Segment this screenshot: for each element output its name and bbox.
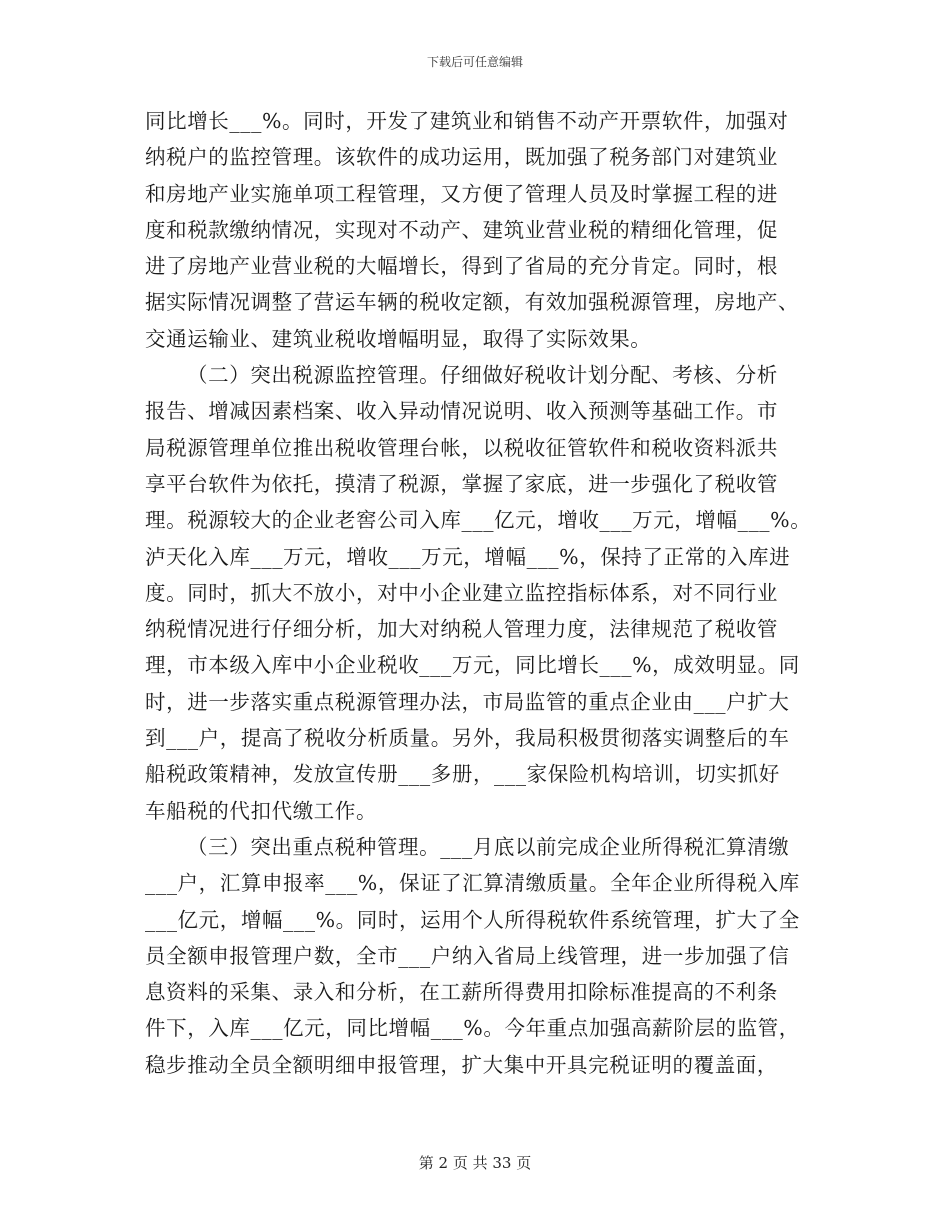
- text-line: 理，市本级入库中小企业税收___万元，同比增长___%，成效明显。同: [145, 653, 800, 678]
- text-line: 船税政策精神，发放宣传册___多册，___家保险机构培训，切实抓好: [145, 762, 780, 787]
- text-line: 报告、增减因素档案、收入异动情况说明、收入预测等基础工作。市: [145, 399, 778, 424]
- text-line: 件下，入库___亿元，同比增幅___%。今年重点加强高薪阶层的监管，: [145, 1016, 800, 1041]
- text-line: 局税源管理单位推出税收管理台帐，以税收征管软件和税收资料派共: [145, 435, 778, 460]
- document-body: [145, 103, 817, 1083]
- text-line: 员全额申报管理户数，全市___户纳入省局上线管理，进一步加强了信: [145, 943, 790, 968]
- text-line: 息资料的采集、录入和分析，在工薪所得费用扣除标准提高的不利条: [145, 980, 778, 1005]
- paragraph-3: [145, 829, 817, 1083]
- text-line: 度和税款缴纳情况，实现对不动产、建筑业营业税的精细化管理，促: [145, 217, 778, 242]
- page-header: 下载后可任意编辑: [426, 55, 523, 69]
- page-number-footer: 第 2 页 共 33 页: [418, 1154, 532, 1172]
- text-line: 时，进一步落实重点税源管理办法，市局监管的重点企业由___户扩大: [145, 689, 790, 714]
- paragraph-1: [145, 103, 817, 357]
- text-line: 和房地产业实施单项工程管理，又方便了管理人员及时掌握工程的进: [145, 181, 778, 206]
- text-line: 进了房地产业营业税的大幅增长，得到了省局的充分肯定。同时，根: [145, 254, 778, 279]
- text-line: ___亿元，增幅___%。同时，运用个人所得税软件系统管理，扩大了全: [145, 907, 800, 932]
- paragraph-2: [145, 357, 817, 829]
- text-line: 交通运输业、建筑业税收增幅明显，取得了实际效果。: [145, 326, 652, 351]
- text-line: 据实际情况调整了营运车辆的税收定额，有效加强税源管理，房地产、: [145, 290, 800, 315]
- text-line: 理。税源较大的企业老窖公司入库___亿元，增收___万元，增幅___%。: [145, 508, 812, 533]
- text-line: 享平台软件为依托，摸清了税源，掌握了家底，进一步强化了税收管: [145, 471, 778, 496]
- text-line: 纳税户的监控管理。该软件的成功运用，既加强了税务部门对建筑业: [145, 145, 778, 170]
- text-line: 稳步推动全员全额明细申报管理，扩大集中开具完税证明的覆盖面，: [145, 1052, 778, 1077]
- text-line: 纳税情况进行仔细分析，加大对纳税人管理力度，法律规范了税收管: [145, 617, 778, 642]
- text-line: 到___户，提高了税收分析质量。另外，我局积极贯彻落实调整后的车: [145, 726, 790, 751]
- text-line: ___户，汇算申报率___%，保证了汇算清缴质量。全年企业所得税入库: [145, 871, 800, 896]
- text-line: （三）突出重点税种管理。___月底以前完成企业所得税汇算清缴: [187, 834, 790, 859]
- text-line: 同比增长___%。同时，开发了建筑业和销售不动产开票软件，加强对: [145, 109, 789, 133]
- text-line: 度。同时，抓大不放小，对中小企业建立监控指标体系，对不同行业: [145, 580, 778, 605]
- text-line: 泸天化入库___万元，增收___万元，增幅___%，保持了正常的入库进: [145, 544, 791, 569]
- text-line: 车船税的代扣代缴工作。: [145, 798, 378, 823]
- text-line: （二）突出税源监控管理。仔细做好税收计划分配、考核、分析: [187, 363, 778, 388]
